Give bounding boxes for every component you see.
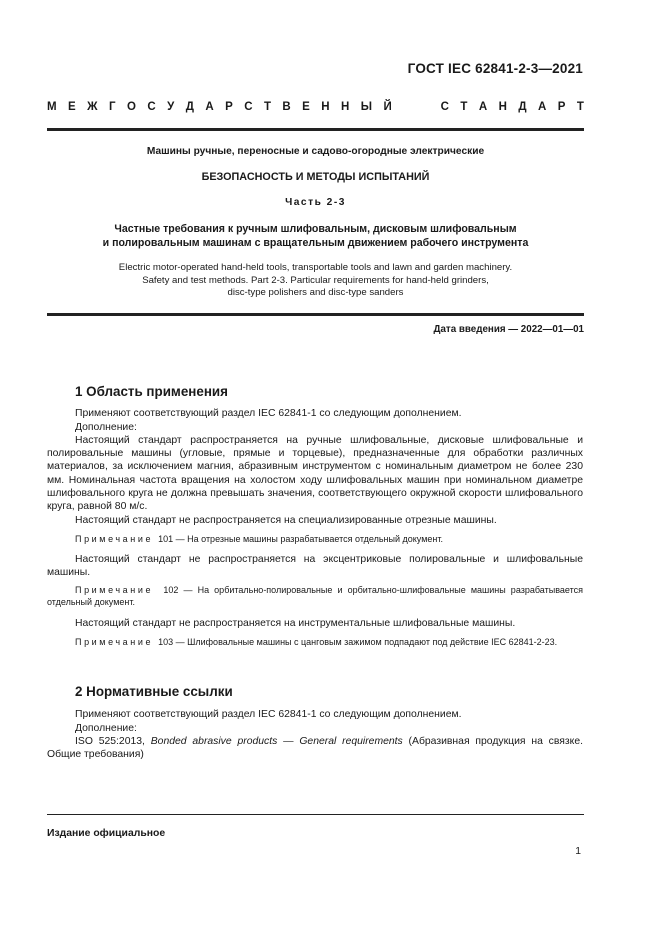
banner-letter: У (167, 101, 175, 113)
english-title-line: Safety and test methods. Part 2-3. Particular requirements for hand-held grinders, (142, 274, 489, 286)
title-subtitle (47, 222, 584, 250)
interstate-standard-banner (47, 101, 584, 113)
banner-letter: А (478, 101, 488, 113)
banner-letter: Й (383, 101, 392, 113)
reference-title-russian: (Абразивная продукция на связке. Общие требования) (47, 736, 583, 761)
banner-letter: М (47, 101, 57, 113)
reference-iso-525 (47, 735, 583, 761)
banner-letter: С (244, 101, 253, 113)
banner-letter: Т (576, 101, 584, 113)
banner-letter: С (440, 101, 449, 113)
note-text: 101 — На отрезные машины разрабатывается отдельный документ. (158, 534, 443, 544)
paragraph: Дополнение: (75, 422, 137, 433)
subtitle-line: Частные требования к ручным шлифовальным, дисковым шлифовальным (114, 223, 517, 235)
divider (47, 313, 584, 316)
paragraph: Настоящий стандарт распространяется на ручные шлифовальные, дисковые шлифовальные и полировальные машины (угловые, прямые и торцевые), предназначенные для обработки различных материалов, за исключением магния, абразивным инструментом с номинальным диаметром не более 230 мм. Номинальная частота вращения на холостом ходу шлифовальных машин при номинальном диаметре шлифовального круга не должна превышать значения, соответствующего окружной скорости шлифовального круга, равной 80 м/с. (47, 435, 583, 513)
banner-letter: Г (108, 101, 116, 113)
banner-letter: Ж (87, 101, 98, 113)
note-101 (47, 534, 583, 546)
banner-letter: Н (341, 101, 350, 113)
divider (47, 814, 584, 815)
banner-letter: А (205, 101, 214, 113)
banner-letter: Е (68, 101, 76, 113)
reference-title-english: Bonded abrasive products — General requirements (150, 736, 403, 747)
banner-letter: Т (263, 101, 271, 113)
title-main: БЕЗОПАСНОСТЬ И МЕТОДЫ ИСПЫТАНИЙ (201, 171, 430, 183)
banner-letter: Е (302, 101, 310, 113)
banner-letter: В (282, 101, 291, 113)
note-label: Примечание (75, 585, 154, 595)
divider (47, 128, 584, 131)
note-text: 103 — Шлифовальные машины с цанговым зажимом подпадают под действие IEC 62841-2-23. (158, 637, 558, 647)
title-general: Машины ручные, переносные и садово-огородные электрические (146, 146, 485, 157)
banner-letter: О (126, 101, 136, 113)
banner-gap (403, 101, 429, 113)
paragraph: Дополнение: (75, 723, 137, 734)
note-label: Примечание (75, 534, 154, 544)
banner-letter: Н (321, 101, 330, 113)
page-number: 1 (575, 846, 581, 857)
note-text: 102 — На орбитально-полировальные и орбитально-шлифовальные машины разрабатывается отдельный документ. (47, 585, 583, 607)
paragraph: Настоящий стандарт не распространяется на инструментальные шлифовальные машины. (75, 618, 516, 629)
banner-letter: Н (498, 101, 507, 113)
paragraph: Настоящий стандарт не распространяется на эксцентриковые полировальные и шлифовальные машины. (47, 554, 583, 579)
banner-letter: А (537, 101, 547, 113)
note-label: Примечание (75, 637, 154, 647)
english-title-line: disc-type polishers and disc-type sanders (227, 287, 404, 298)
title-part: Часть 2-3 (285, 197, 346, 208)
note-102 (47, 585, 583, 609)
banner-letter: Т (460, 101, 468, 113)
banner-letter: С (147, 101, 156, 113)
english-title-line: Electric motor-operated hand-held tools, transportable tools and lawn and garden machinery. (118, 262, 513, 273)
paragraph: Применяют соответствующий раздел IEC 62841-1 со следующим дополнением. (75, 408, 462, 419)
banner-letter: Ы (360, 101, 373, 113)
banner-letter: Р (557, 101, 566, 113)
edition-label: Издание официальное (47, 828, 166, 839)
paragraph: Настоящий стандарт не распространяется на специализированные отрезные машины. (75, 515, 497, 526)
reference-code: ISO 525:2013, (75, 736, 151, 747)
title-english (47, 262, 584, 300)
document-code: ГОСТ IEC 62841-2-3—2021 (407, 61, 583, 76)
banner-letter: Р (225, 101, 233, 113)
paragraph: Применяют соответствующий раздел IEC 62841-1 со следующим дополнением. (75, 709, 462, 720)
banner-letter: Д (518, 101, 527, 113)
subtitle-line: и полировальным машинам с вращательным движением рабочего инструмента (102, 237, 529, 249)
introduction-date: Дата введения — 2022—01—01 (433, 324, 584, 335)
section-1-heading: 1 Область применения (75, 384, 228, 399)
note-103 (47, 637, 583, 649)
section-2-heading: 2 Нормативные ссылки (75, 684, 233, 699)
banner-letter: Д (185, 101, 194, 113)
